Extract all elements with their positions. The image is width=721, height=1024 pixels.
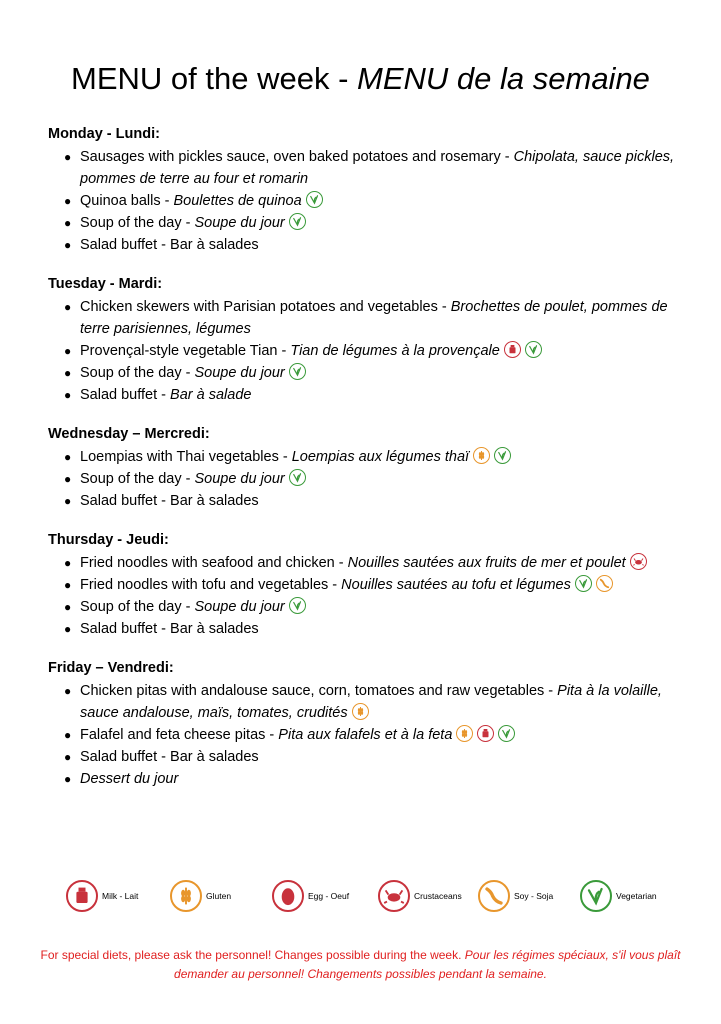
day-heading: Friday – Vendredi: <box>48 660 174 676</box>
dish-item <box>80 468 698 490</box>
legend-label: Crustaceans <box>414 891 462 901</box>
dish-list <box>48 680 698 790</box>
dish-name-fr: Tian de légumes à la provençale <box>290 343 500 359</box>
dish-name-fr: Soupe du jour <box>194 365 285 381</box>
day-heading: Wednesday – Mercredi: <box>48 426 210 442</box>
dish-item <box>80 190 698 212</box>
dish-item <box>80 490 698 512</box>
dish-name-en: Quinoa balls - <box>80 193 174 209</box>
dish-name-fr: Brochettes de poulet, pommes de terre parisiennes, légumes <box>80 299 668 337</box>
dish-name-fr: Pita aux falafels et à la feta <box>278 727 453 743</box>
vegetarian-icon <box>575 575 592 592</box>
crustaceans-icon <box>378 880 410 912</box>
dish-name-en: Salad buffet - Bar à salades <box>80 493 259 509</box>
dish-item <box>80 146 698 190</box>
legend-label: Egg - Oeuf <box>308 891 350 901</box>
milk-icon <box>66 880 98 912</box>
gluten-icon <box>456 725 473 742</box>
menu-day <box>48 424 698 512</box>
dish-name-en: Loempias with Thai vegetables - <box>80 449 292 465</box>
vegetarian-icon <box>289 597 306 614</box>
legend-label: Gluten <box>206 891 232 901</box>
dish-name-en: Salad buffet - Bar à salades <box>80 237 259 253</box>
gluten-icon <box>473 447 490 464</box>
soy-icon <box>478 880 510 912</box>
dish-name-fr: Nouilles sautées au tofu et légumes <box>341 577 571 593</box>
dish-item <box>80 234 698 256</box>
dish-item <box>80 212 698 234</box>
egg-icon <box>272 880 304 912</box>
legend-item <box>66 880 138 912</box>
menu-day <box>48 124 698 256</box>
dish-name-en: Chicken skewers with Parisian potatoes and vegetables - <box>80 299 451 315</box>
dish-name-en: Chicken pitas with andalouse sauce, corn, tomatoes and raw vegetables - <box>80 683 558 699</box>
page-title <box>0 60 721 98</box>
day-heading: Tuesday - Mardi: <box>48 276 163 292</box>
vegetarian-icon <box>289 363 306 380</box>
milk-icon <box>504 341 521 358</box>
vegetarian-icon <box>306 191 323 208</box>
dish-item <box>80 296 698 340</box>
dish-name-fr: Loempias aux légumes thaï <box>291 449 470 465</box>
dish-name-en: Salad buffet - <box>80 387 171 403</box>
dish-name-en: Salad buffet - Bar à salades <box>80 749 259 765</box>
crustaceans-icon <box>630 553 647 570</box>
dish-name-en: Falafel and feta cheese pitas - <box>80 727 279 743</box>
gluten-icon <box>170 880 202 912</box>
dish-name-en: Sausages with pickles sauce, oven baked potatoes and rosemary - <box>80 149 514 165</box>
soy-icon <box>596 575 613 592</box>
dish-list <box>48 552 698 640</box>
day-heading: Thursday - Jeudi: <box>48 532 169 548</box>
dish-item <box>80 768 698 790</box>
dish-name-fr: Boulettes de quinoa <box>173 193 302 209</box>
dish-item <box>80 680 698 724</box>
legend-item <box>478 880 553 912</box>
dish-item <box>80 384 698 406</box>
dish-name-en: Soup of the day - <box>80 365 195 381</box>
day-heading: Monday - Lundi: <box>48 126 160 142</box>
vegetarian-icon <box>525 341 542 358</box>
dish-name-fr: Chipolata, sauce pickles, pommes de terre au four et romarin <box>80 149 675 187</box>
menu-days <box>48 124 698 808</box>
dish-name-en: Provençal-style vegetable Tian - <box>80 343 291 359</box>
title-fr: MENU de la semaine <box>357 61 650 96</box>
dish-item <box>80 362 698 384</box>
dish-item <box>80 724 698 746</box>
dish-name-fr: Nouilles sautées aux fruits de mer et poulet <box>347 555 626 571</box>
vegetarian-icon <box>289 469 306 486</box>
dish-name-en: Salad buffet - Bar à salades <box>80 621 259 637</box>
dish-name-en: Fried noodles with seafood and chicken - <box>80 555 348 571</box>
vegetarian-icon <box>498 725 515 742</box>
title-en: MENU of the week - <box>71 61 358 96</box>
menu-day <box>48 530 698 640</box>
dish-name-fr: Pita à la volaille, sauce andalouse, maïs, tomates, crudités <box>80 683 662 721</box>
dish-list <box>48 446 698 512</box>
dish-item <box>80 596 698 618</box>
milk-icon <box>477 725 494 742</box>
legend-item <box>580 880 657 912</box>
dish-item <box>80 574 698 596</box>
vegetarian-icon <box>289 213 306 230</box>
legend-item <box>378 880 462 912</box>
legend-label: Vegetarian <box>616 891 657 901</box>
dish-item <box>80 746 698 768</box>
dish-name-fr: Bar à salade <box>170 387 252 403</box>
allergen-legend <box>66 880 686 920</box>
legend-item <box>170 880 231 912</box>
vegetarian-icon <box>580 880 612 912</box>
dish-name-fr: Soupe du jour <box>194 599 285 615</box>
dish-name-en: Soup of the day - <box>80 215 195 231</box>
dish-item <box>80 552 698 574</box>
legend-item <box>272 880 349 912</box>
legend-label: Soy - Soja <box>514 891 554 901</box>
menu-day <box>48 658 698 790</box>
dish-name-fr: Soupe du jour <box>194 471 285 487</box>
special-diets-note <box>40 946 681 984</box>
dish-name-en: Fried noodles with tofu and vegetables - <box>80 577 342 593</box>
dish-name-en: Soup of the day - <box>80 599 195 615</box>
gluten-icon <box>352 703 369 720</box>
dish-name-en: Soup of the day - <box>80 471 195 487</box>
dish-list <box>48 296 698 406</box>
dish-item <box>80 618 698 640</box>
note-fr: Pour les régimes spéciaux, s'il vous plaît demander au personnel! Changements possibles pendant la semaine. <box>174 948 681 981</box>
note-en: For special diets, please ask the personnel! Changes possible during the week. <box>40 948 465 962</box>
dish-list <box>48 146 698 256</box>
dish-item <box>80 446 698 468</box>
vegetarian-icon <box>494 447 511 464</box>
dish-item <box>80 340 698 362</box>
dish-name-fr: Dessert du jour <box>80 771 179 787</box>
dish-name-fr: Soupe du jour <box>194 215 285 231</box>
legend-label: Milk - Lait <box>102 891 139 901</box>
menu-day <box>48 274 698 406</box>
